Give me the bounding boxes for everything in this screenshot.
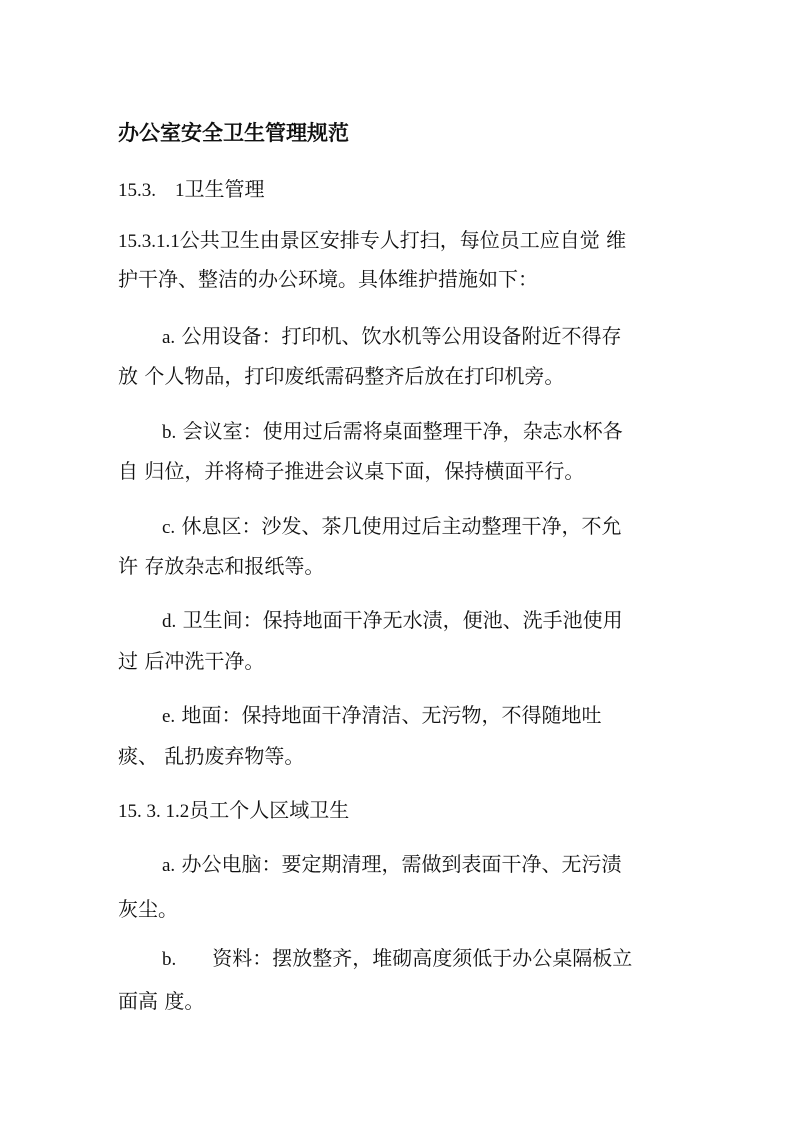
clause-number: 15. 3. 1.2 bbox=[118, 801, 190, 822]
list-item bbox=[162, 415, 623, 449]
list-item-continuation: 痰、 乱扔废弃物等。 bbox=[118, 744, 305, 768]
section-text: 卫生管理 bbox=[184, 177, 265, 201]
list-item bbox=[162, 942, 632, 976]
list-item-text: 卫生间：保持地面干净无水渍，便池、洗手池使用 bbox=[182, 608, 623, 632]
list-item-continuation: 过 后冲洗干净。 bbox=[118, 649, 265, 673]
clause-text: 员工个人区域卫生 bbox=[189, 798, 350, 822]
list-item-text: 办公电脑：要定期清理，需做到表面干净、无污渍 bbox=[181, 852, 622, 876]
list-marker: a. bbox=[162, 327, 176, 348]
document-title: 办公室安全卫生管理规范 bbox=[118, 121, 349, 145]
list-item bbox=[162, 604, 623, 638]
list-item-text: 资料：摆放整齐，堆砌高度须低于办公桌隔板立 bbox=[212, 946, 633, 970]
paragraph-line: 护干净、整洁的办公环境。具体维护措施如下： bbox=[118, 267, 538, 291]
list-item bbox=[162, 848, 622, 882]
list-item-continuation: 灰尘。 bbox=[118, 897, 178, 921]
list-marker: e. bbox=[162, 706, 176, 727]
list-item-text: 地面：保持地面干净清洁、无污物，不得随地吐 bbox=[181, 703, 602, 727]
paragraph-line bbox=[118, 224, 626, 258]
section-number: 15.3. 1 bbox=[118, 180, 185, 201]
list-item-text: 会议室：使用过后需将桌面整理干净，杂志水杯各 bbox=[182, 419, 623, 443]
clause-text: 公共卫生由景区安排专人打扫，每位员工应自觉 维 bbox=[179, 228, 627, 252]
list-item bbox=[162, 699, 602, 733]
list-marker: b. bbox=[162, 949, 177, 970]
list-marker: d. bbox=[162, 611, 177, 632]
list-item bbox=[162, 510, 622, 544]
list-marker: c. bbox=[162, 517, 176, 538]
list-item-continuation: 放 个人物品，打印废纸需码整齐后放在打印机旁。 bbox=[118, 364, 565, 388]
section-heading bbox=[118, 794, 349, 828]
list-item-continuation: 自 归位，并将椅子推进会议桌下面，保持横面平行。 bbox=[118, 459, 585, 483]
list-item-text: 休息区：沙发、茶几使用过后主动整理干净，不允 bbox=[181, 514, 622, 538]
list-item-text: 公用设备：打印机、饮水机等公用设备附近不得存 bbox=[181, 324, 622, 348]
list-item-continuation: 面高 度。 bbox=[118, 989, 205, 1013]
section-heading bbox=[118, 173, 265, 207]
list-item-continuation: 许 存放杂志和报纸等。 bbox=[118, 554, 325, 578]
list-marker: a. bbox=[162, 855, 176, 876]
list-marker: b. bbox=[162, 422, 177, 443]
clause-number: 15.3.1.1 bbox=[118, 231, 180, 252]
list-item bbox=[162, 320, 622, 354]
